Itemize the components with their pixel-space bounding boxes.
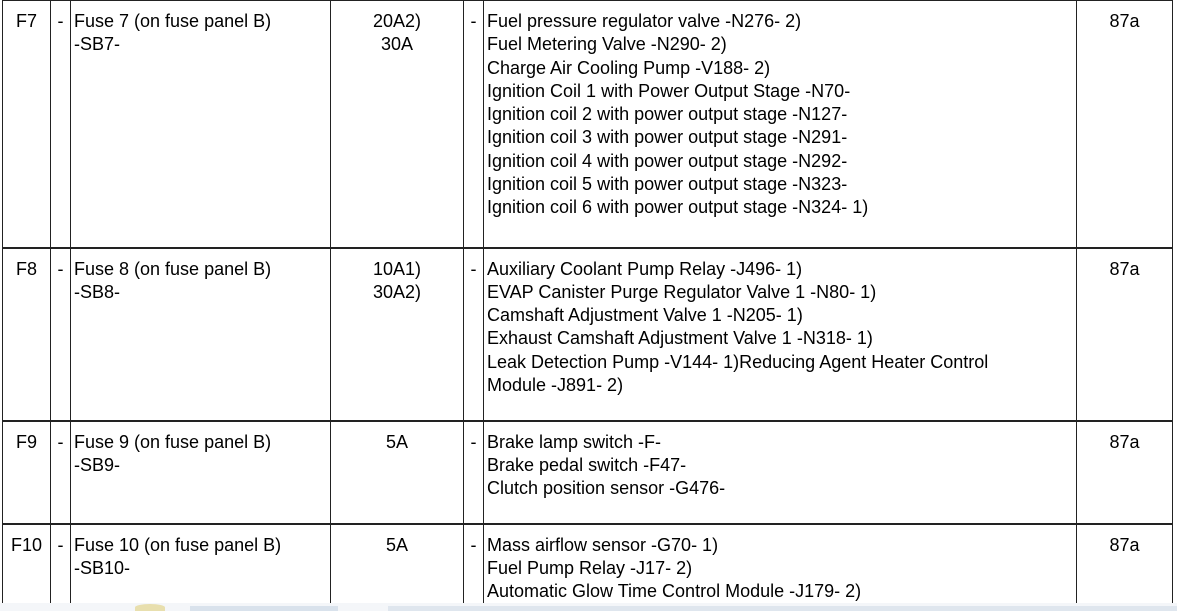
dash: - — [51, 524, 71, 605]
dash: - — [464, 421, 484, 524]
dash: - — [464, 524, 484, 605]
dash: - — [51, 1, 71, 248]
component-line: EVAP Canister Purge Regulator Valve 1 -N80- 1) — [487, 281, 877, 302]
table-row — [3, 421, 1173, 524]
components — [484, 248, 1077, 421]
component-line: Fuel Pump Relay -J17- 2) — [487, 557, 693, 578]
fuse-table — [2, 0, 1173, 605]
component-line: Module -J891- 2) — [487, 374, 624, 395]
amperage — [331, 421, 464, 524]
component-line: Clutch position sensor -G476- — [487, 478, 726, 499]
amperage-line: 30A — [380, 34, 414, 55]
logo-fragment-icon — [135, 604, 165, 611]
fuse-name — [71, 1, 331, 248]
component-line: Camshaft Adjustment Valve 1 -N205- 1) — [487, 305, 803, 326]
dash: - — [464, 248, 484, 421]
dash: - — [51, 421, 71, 524]
fuse-code-line: -SB10- — [74, 557, 131, 578]
terminal: 87a — [1077, 524, 1173, 605]
components — [484, 1, 1077, 248]
components — [484, 524, 1077, 605]
amperage — [331, 524, 464, 605]
fuse-id: F10 — [3, 524, 51, 605]
fuse-code-line: -SB8- — [74, 281, 121, 302]
component-line: Ignition coil 4 with power output stage -N292- — [487, 150, 848, 171]
component-line: Leak Detection Pump -V144- 1)Reducing Agent Heater Control — [487, 351, 989, 372]
component-line: Brake lamp switch -F- — [487, 431, 662, 452]
fuse-name — [71, 524, 331, 605]
toolbar-fragment — [190, 606, 338, 611]
fuse-code-line: -SB9- — [74, 454, 121, 475]
fuse-name-line: Fuse 8 (on fuse panel B) — [74, 258, 272, 279]
amperage-line: 5A — [385, 534, 409, 555]
fuse-name-line: Fuse 9 (on fuse panel B) — [74, 431, 272, 452]
terminal: 87a — [1077, 421, 1173, 524]
terminal: 87a — [1077, 1, 1173, 248]
page-bottom-strip — [0, 603, 1177, 611]
table-row — [3, 524, 1173, 605]
table-row — [3, 248, 1173, 421]
amperage — [331, 1, 464, 248]
component-line: Ignition coil 2 with power output stage -N127- — [487, 104, 848, 125]
toolbar-fragment — [388, 606, 1177, 611]
dash: - — [51, 248, 71, 421]
fuse-name — [71, 421, 331, 524]
component-line: Fuel pressure regulator valve -N276- 2) — [487, 11, 802, 31]
amperage-line: 5A — [385, 431, 409, 452]
terminal: 87a — [1077, 248, 1173, 421]
component-line: Ignition coil 6 with power output stage -N324- 1) — [487, 197, 869, 218]
component-line: Ignition coil 3 with power output stage -N291- — [487, 127, 848, 148]
component-line: Charge Air Cooling Pump -V188- 2) — [487, 57, 771, 78]
component-line: Fuel Metering Valve -N290- 2) — [487, 34, 727, 55]
component-line: Automatic Glow Time Control Module -J179- 2) — [487, 581, 862, 602]
fuse-name-line: Fuse 10 (on fuse panel B) — [74, 534, 282, 555]
dash: - — [464, 1, 484, 248]
amperage-line: 30A2) — [372, 281, 422, 302]
amperage — [331, 248, 464, 421]
component-line: Auxiliary Coolant Pump Relay -J496- 1) — [487, 258, 803, 279]
fuse-id: F8 — [3, 248, 51, 421]
fuse-code-line: -SB7- — [74, 34, 121, 55]
fuse-name — [71, 248, 331, 421]
component-line: Mass airflow sensor -G70- 1) — [487, 534, 719, 555]
component-line: Brake pedal switch -F47- — [487, 454, 687, 475]
fuse-name-line: Fuse 7 (on fuse panel B) — [74, 11, 272, 31]
table-row — [3, 1, 1173, 248]
component-line: Exhaust Camshaft Adjustment Valve 1 -N318- 1) — [487, 328, 873, 349]
fuse-id: F7 — [3, 1, 51, 248]
fuse-id: F9 — [3, 421, 51, 524]
component-line: Ignition coil 5 with power output stage -N323- — [487, 174, 848, 195]
component-line: Ignition Coil 1 with Power Output Stage -N70- — [487, 80, 851, 101]
amperage-line: 20A2) — [372, 11, 422, 31]
fuse-table-body — [3, 1, 1173, 605]
components — [484, 421, 1077, 524]
amperage-line: 10A1) — [372, 258, 422, 279]
